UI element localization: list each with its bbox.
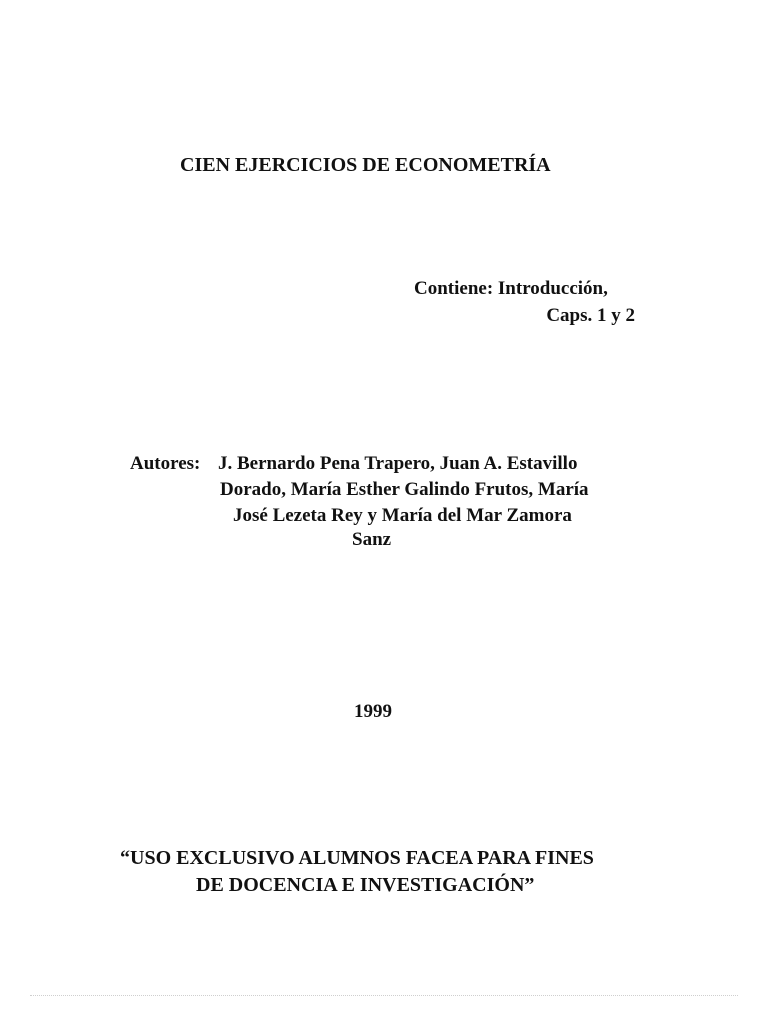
authors-line-4: Sanz: [352, 529, 392, 550]
usage-notice-line-2: DE DOCENCIA E INVESTIGACIÓN”: [196, 874, 535, 896]
document-title: CIEN EJERCICIOS DE ECONOMETRÍA: [180, 154, 551, 176]
authors-label: Autores:: [130, 453, 201, 474]
contents-line-1: Contiene: Introducción,: [414, 278, 608, 299]
authors-line-1: J. Bernardo Pena Trapero, Juan A. Estavillo: [218, 453, 578, 474]
authors-line-2: Dorado, María Esther Galindo Frutos, María: [220, 479, 589, 500]
scan-edge-artifact: [30, 995, 738, 997]
contents-line-2: Caps. 1 y 2: [546, 305, 635, 326]
authors-line-3: José Lezeta Rey y María del Mar Zamora: [233, 505, 572, 526]
publication-year: 1999: [354, 701, 392, 722]
usage-notice-line-1: “USO EXCLUSIVO ALUMNOS FACEA PARA FINES: [120, 847, 594, 869]
